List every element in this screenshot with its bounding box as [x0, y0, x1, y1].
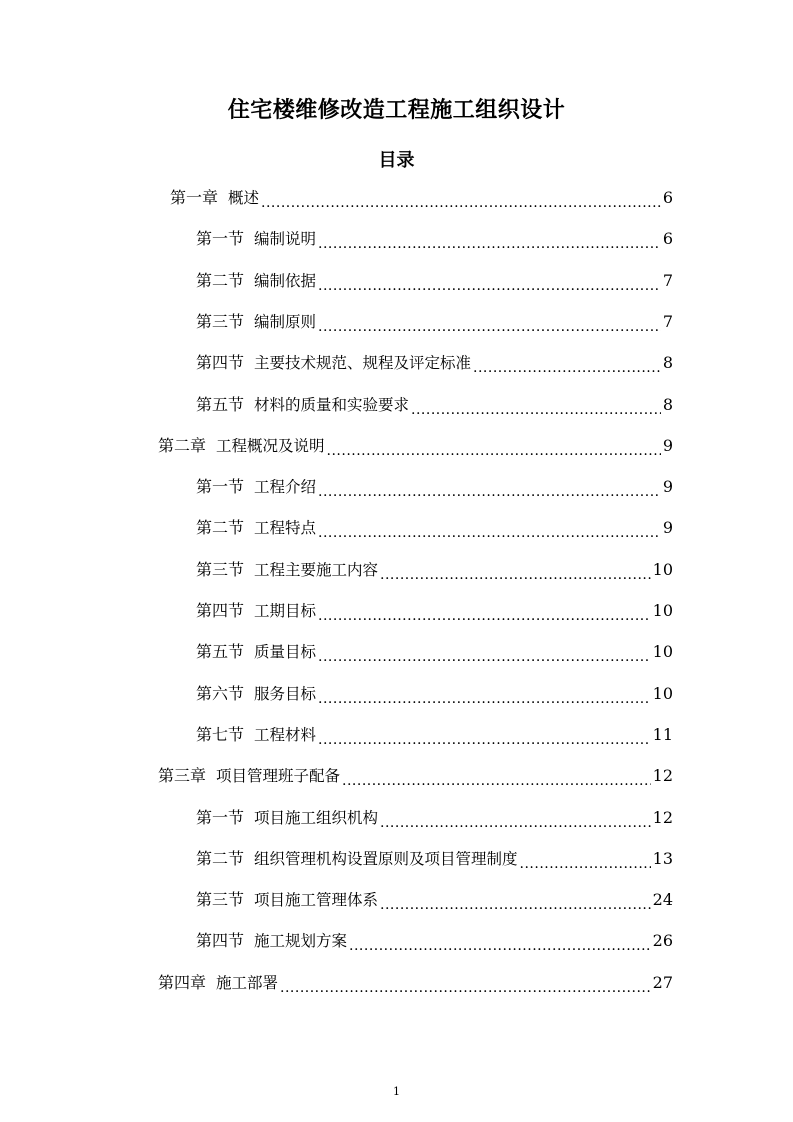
toc-entry-page: 9 [662, 518, 673, 538]
toc-dot-leader [380, 806, 651, 830]
toc-dot-leader [318, 227, 661, 251]
toc-entry-page: 27 [652, 972, 673, 992]
toc-entry-label: 第四章 [158, 972, 207, 992]
toc-entry-label: 第四节 [196, 353, 245, 373]
toc-section-entry [196, 723, 673, 747]
toc-entry-page: 10 [652, 559, 673, 579]
toc-entry-label: 第一节 [196, 229, 245, 249]
toc-entry-label: 第一章 [170, 188, 219, 207]
toc-entry-title: 编制原则 [254, 312, 317, 331]
toc-dot-leader [318, 682, 651, 706]
toc-entry-page: 9 [662, 435, 673, 455]
toc-chapter-entry [158, 764, 673, 788]
toc-section-entry [196, 475, 673, 499]
toc-entry-label: 第四节 [196, 931, 245, 951]
toc-entry-title: 项目施工管理体系 [254, 891, 379, 910]
toc-entry-title: 工期目标 [254, 602, 317, 620]
toc-dot-leader [318, 475, 661, 499]
toc-entry-title: 项目施工组织机构 [254, 808, 379, 827]
toc-entry-page: 13 [652, 848, 673, 868]
toc-entry-label: 第七节 [196, 724, 245, 744]
toc-section-entry [196, 929, 673, 953]
toc-dot-leader [318, 516, 661, 540]
toc-entry-title: 施工规划方案 [254, 932, 348, 951]
toc-dot-leader [380, 558, 651, 582]
toc-entry-label: 第一节 [196, 807, 245, 827]
toc-dot-leader [318, 269, 661, 293]
toc-entry-title: 组织管理机构设置原则及项目管理制度 [254, 849, 518, 868]
toc-entry-page: 8 [662, 353, 673, 373]
toc-entry-page: 12 [652, 807, 673, 827]
toc-dot-leader [327, 434, 661, 458]
toc-entry-page: 8 [662, 394, 673, 414]
toc-dot-leader [318, 310, 661, 334]
toc-entry-page: 10 [652, 601, 673, 620]
toc-dot-leader [318, 640, 651, 664]
toc-entry-title: 材料的质量和实验要求 [254, 395, 410, 414]
toc-entry-title: 工程特点 [254, 519, 317, 538]
toc-section-entry [196, 516, 673, 540]
toc-entry-title: 工程介绍 [254, 478, 317, 497]
toc-dot-leader [520, 847, 651, 871]
toc-dot-leader [349, 929, 651, 953]
toc-entry-page: 6 [662, 188, 673, 207]
toc-section-entry [196, 847, 673, 871]
toc-entry-title: 服务目标 [254, 684, 317, 703]
toc-entry-page: 6 [662, 229, 673, 249]
toc-entry-label: 第二节 [196, 518, 245, 538]
toc-entry-page: 9 [662, 477, 673, 497]
toc-section-entry [196, 599, 673, 623]
toc-dot-leader [318, 599, 651, 623]
toc-entry-title: 施工部署 [216, 973, 279, 992]
toc-section-entry [196, 806, 673, 830]
toc-chapter-entry [158, 971, 673, 995]
toc-entry-title: 工程概况及说明 [216, 436, 325, 455]
document-title: 住宅楼维修改造工程施工组织设计 [227, 98, 566, 123]
toc-entry-label: 第三节 [196, 559, 245, 579]
toc-entry-page: 10 [652, 642, 673, 662]
toc-section-entry [196, 888, 673, 912]
toc-section-entry [196, 640, 673, 664]
toc-entry-title: 工程主要施工内容 [254, 560, 379, 579]
toc-entry-title: 项目管理班子配备 [216, 767, 341, 786]
toc-dot-leader [342, 764, 651, 788]
toc-entry-title: 工程材料 [254, 725, 317, 744]
toc-section-entry [196, 351, 673, 375]
toc-dot-leader [280, 971, 651, 995]
toc-entry-label: 第五节 [196, 394, 245, 414]
toc-entry-page: 12 [652, 766, 673, 786]
toc-entry-label: 第三章 [158, 766, 207, 786]
toc-entry-title: 概述 [228, 189, 260, 207]
toc-entry-label: 第二节 [196, 848, 245, 868]
toc-section-entry [196, 558, 673, 582]
toc-section-entry [196, 227, 673, 251]
toc-dot-leader [318, 723, 651, 747]
toc-dot-leader [380, 888, 651, 912]
toc-entry-label: 第二节 [196, 270, 245, 290]
toc-heading: 目录 [378, 150, 415, 171]
toc-section-entry [196, 269, 673, 293]
toc-entry-label: 第三节 [196, 890, 245, 910]
toc-entry-page: 11 [652, 724, 673, 744]
toc-section-entry [196, 393, 673, 417]
toc-chapter-entry [158, 434, 673, 458]
toc-entry-label: 第三节 [196, 311, 245, 331]
toc-entry-title: 编制说明 [254, 230, 317, 249]
toc-dot-leader [473, 351, 661, 375]
toc-dot-leader [261, 186, 661, 210]
toc-entry-page: 7 [662, 311, 673, 331]
toc-entry-title: 编制依据 [254, 271, 317, 290]
toc-entry-page: 7 [662, 270, 673, 290]
toc-entry-page: 26 [652, 931, 673, 951]
toc-entry-title: 主要技术规范、规程及评定标准 [254, 354, 472, 373]
toc-entry-label: 第五节 [196, 642, 245, 662]
toc-entry-title: 质量目标 [254, 643, 317, 662]
toc-chapter-entry [170, 186, 673, 210]
toc-entry-label: 第六节 [196, 683, 245, 703]
toc-dot-leader [411, 393, 661, 417]
toc-entry-label: 第一节 [196, 477, 245, 497]
toc-section-entry [196, 310, 673, 334]
toc-entry-page: 24 [652, 890, 673, 910]
toc-entry-page: 10 [652, 683, 673, 703]
toc-entry-label: 第四节 [196, 601, 245, 620]
toc-entry-label: 第二章 [158, 435, 207, 455]
toc-section-entry [196, 682, 673, 706]
page-number: 1 [393, 1085, 400, 1098]
